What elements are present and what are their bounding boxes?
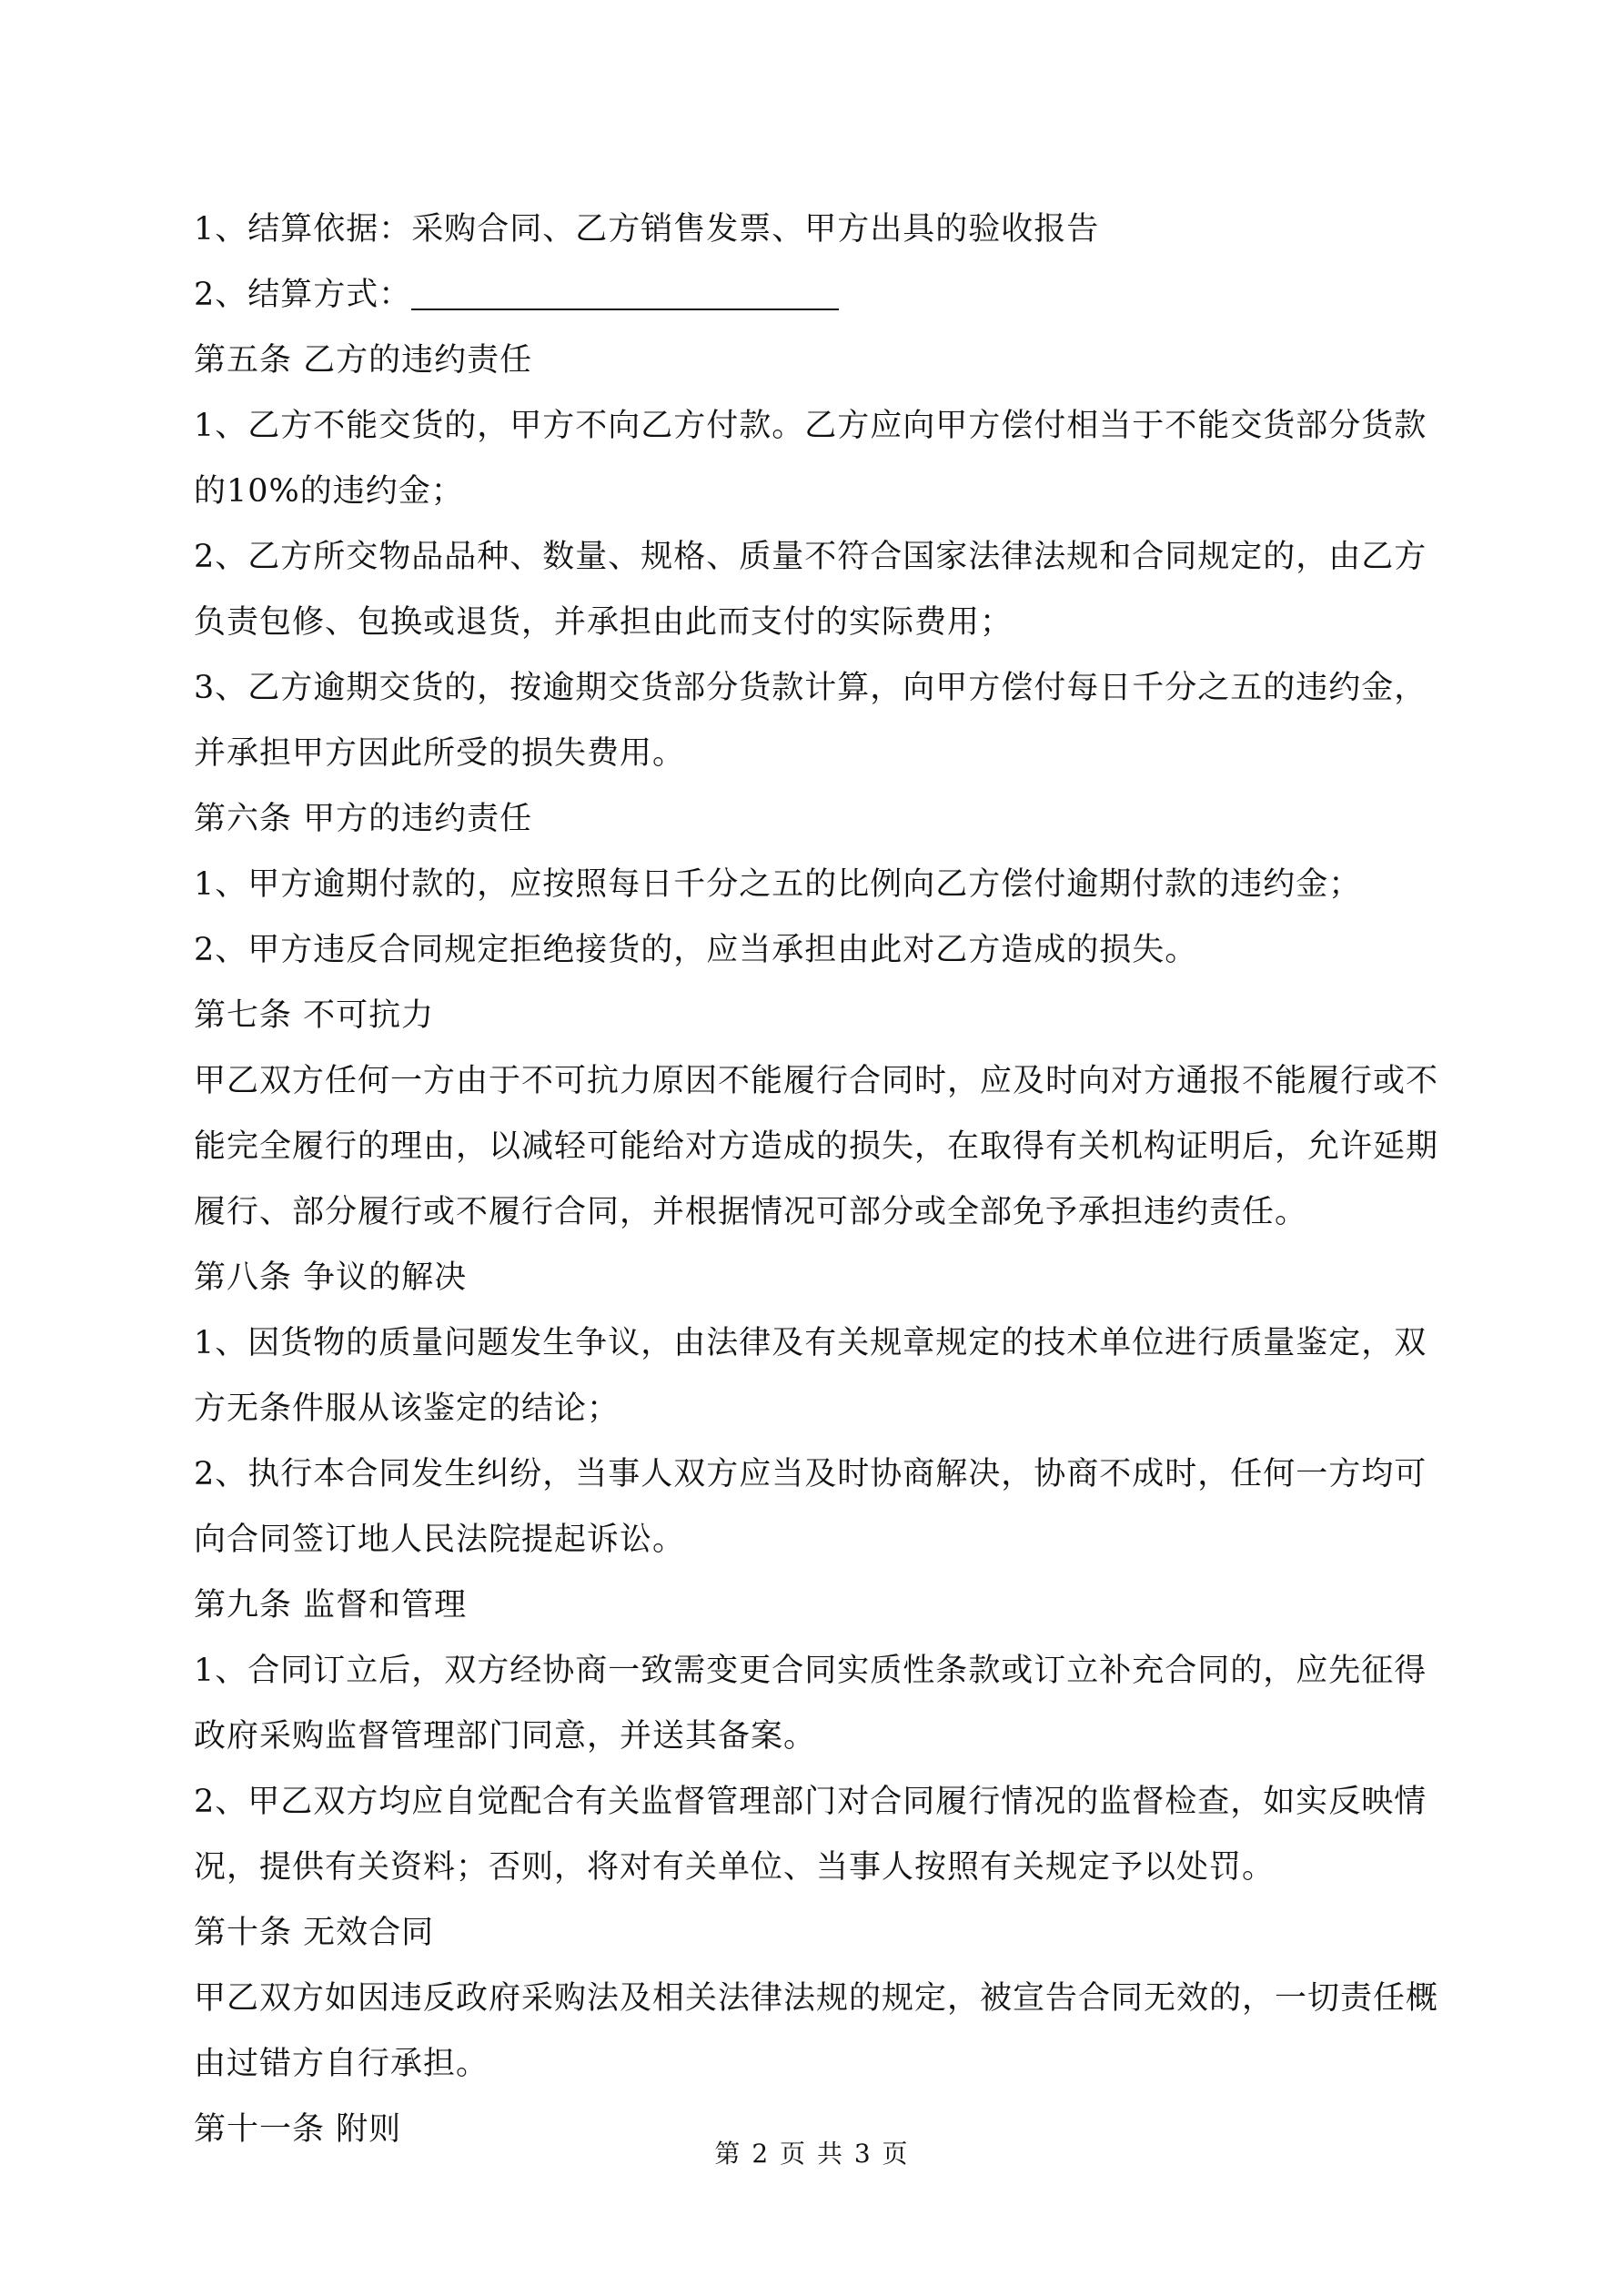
paragraph-line: 能完全履行的理由，以减轻可能给对方造成的损失，在取得有关机构证明后，允许延期 xyxy=(194,1128,1439,1165)
paragraph-line: 1、因货物的质量问题发生争议，由法律及有关规章规定的技术单位进行质量鉴定，双 xyxy=(194,1325,1427,1361)
article-5-heading: 第五条 乙方的违约责任 xyxy=(194,342,533,379)
paragraph-line: 况，提供有关资料；否则，将对有关单位、当事人按照有关规定予以处罚。 xyxy=(194,1849,1276,1886)
paragraph-line: 2、甲方违反合同规定拒绝接货的，应当承担由此对乙方造成的损失。 xyxy=(194,932,1198,968)
settlement-method-label: 2、结算方式： xyxy=(194,277,412,313)
paragraph-line: 的10%的违约金； xyxy=(194,473,464,510)
paragraph-line: 3、乙方逾期交货的，按逾期交货部分货款计算，向甲方偿付每日千分之五的违约金， xyxy=(194,670,1427,706)
document-body xyxy=(194,197,1440,2162)
article-7-heading: 第七条 不可抗力 xyxy=(194,997,435,1034)
paragraph-line: 方无条件服从该鉴定的结论； xyxy=(194,1391,620,1427)
page-number-footer: 第 2 页 共 3 页 xyxy=(714,2139,910,2169)
paragraph-line: 政府采购监督管理部门同意，并送其备案。 xyxy=(194,1718,817,1755)
paragraph-line: 向合同签订地人民法院提起诉讼。 xyxy=(194,1522,686,1558)
article-6-heading: 第六条 甲方的违约责任 xyxy=(194,801,533,837)
paragraph-line: 2、甲乙双方均应自觉配合有关监督管理部门对合同履行情况的监督检查，如实反映情 xyxy=(194,1784,1427,1820)
settlement-method-line xyxy=(194,262,1440,328)
paragraph-line: 负责包修、包换或退货，并承担由此而支付的实际费用； xyxy=(194,604,1014,641)
settlement-method-blank xyxy=(411,278,839,310)
article-11-heading: 第十一条 附则 xyxy=(194,2111,402,2148)
paragraph-line: 甲乙双方任何一方由于不可抗力原因不能履行合同时，应及时向对方通报不能履行或不 xyxy=(194,1063,1439,1099)
paragraph-line: 2、乙方所交物品品种、数量、规格、质量不符合国家法律法规和合同规定的，由乙方 xyxy=(194,539,1427,575)
paragraph-line: 由过错方自行承担。 xyxy=(194,2046,489,2082)
paragraph-line: 并承担甲方因此所受的损失费用。 xyxy=(194,735,686,772)
article-10-heading: 第十条 无效合同 xyxy=(194,1915,435,1951)
settlement-basis-line: 1、结算依据：采购合同、乙方销售发票、甲方出具的验收报告 xyxy=(194,211,1100,248)
article-8-heading: 第八条 争议的解决 xyxy=(194,1259,468,1296)
article-9-heading: 第九条 监督和管理 xyxy=(194,1587,468,1623)
paragraph-line: 2、执行本合同发生纠纷，当事人双方应当及时协商解决，协商不成时，任何一方均可 xyxy=(194,1456,1427,1492)
paragraph-line: 履行、部分履行或不履行合同，并根据情况可部分或全部免予承担违约责任。 xyxy=(194,1194,1308,1230)
paragraph-line: 1、乙方不能交货的，甲方不向乙方付款。乙方应向甲方偿付相当于不能交货部分货款 xyxy=(194,408,1427,444)
paragraph-line: 1、甲方逾期付款的，应按照每日千分之五的比例向乙方偿付逾期付款的违约金； xyxy=(194,866,1362,903)
paragraph-line: 甲乙双方如因违反政府采购法及相关法律法规的规定，被宣告合同无效的，一切责任概 xyxy=(194,1980,1439,2017)
paragraph-line: 1、合同订立后，双方经协商一致需变更合同实质性条款或订立补充合同的，应先征得 xyxy=(194,1653,1427,1689)
